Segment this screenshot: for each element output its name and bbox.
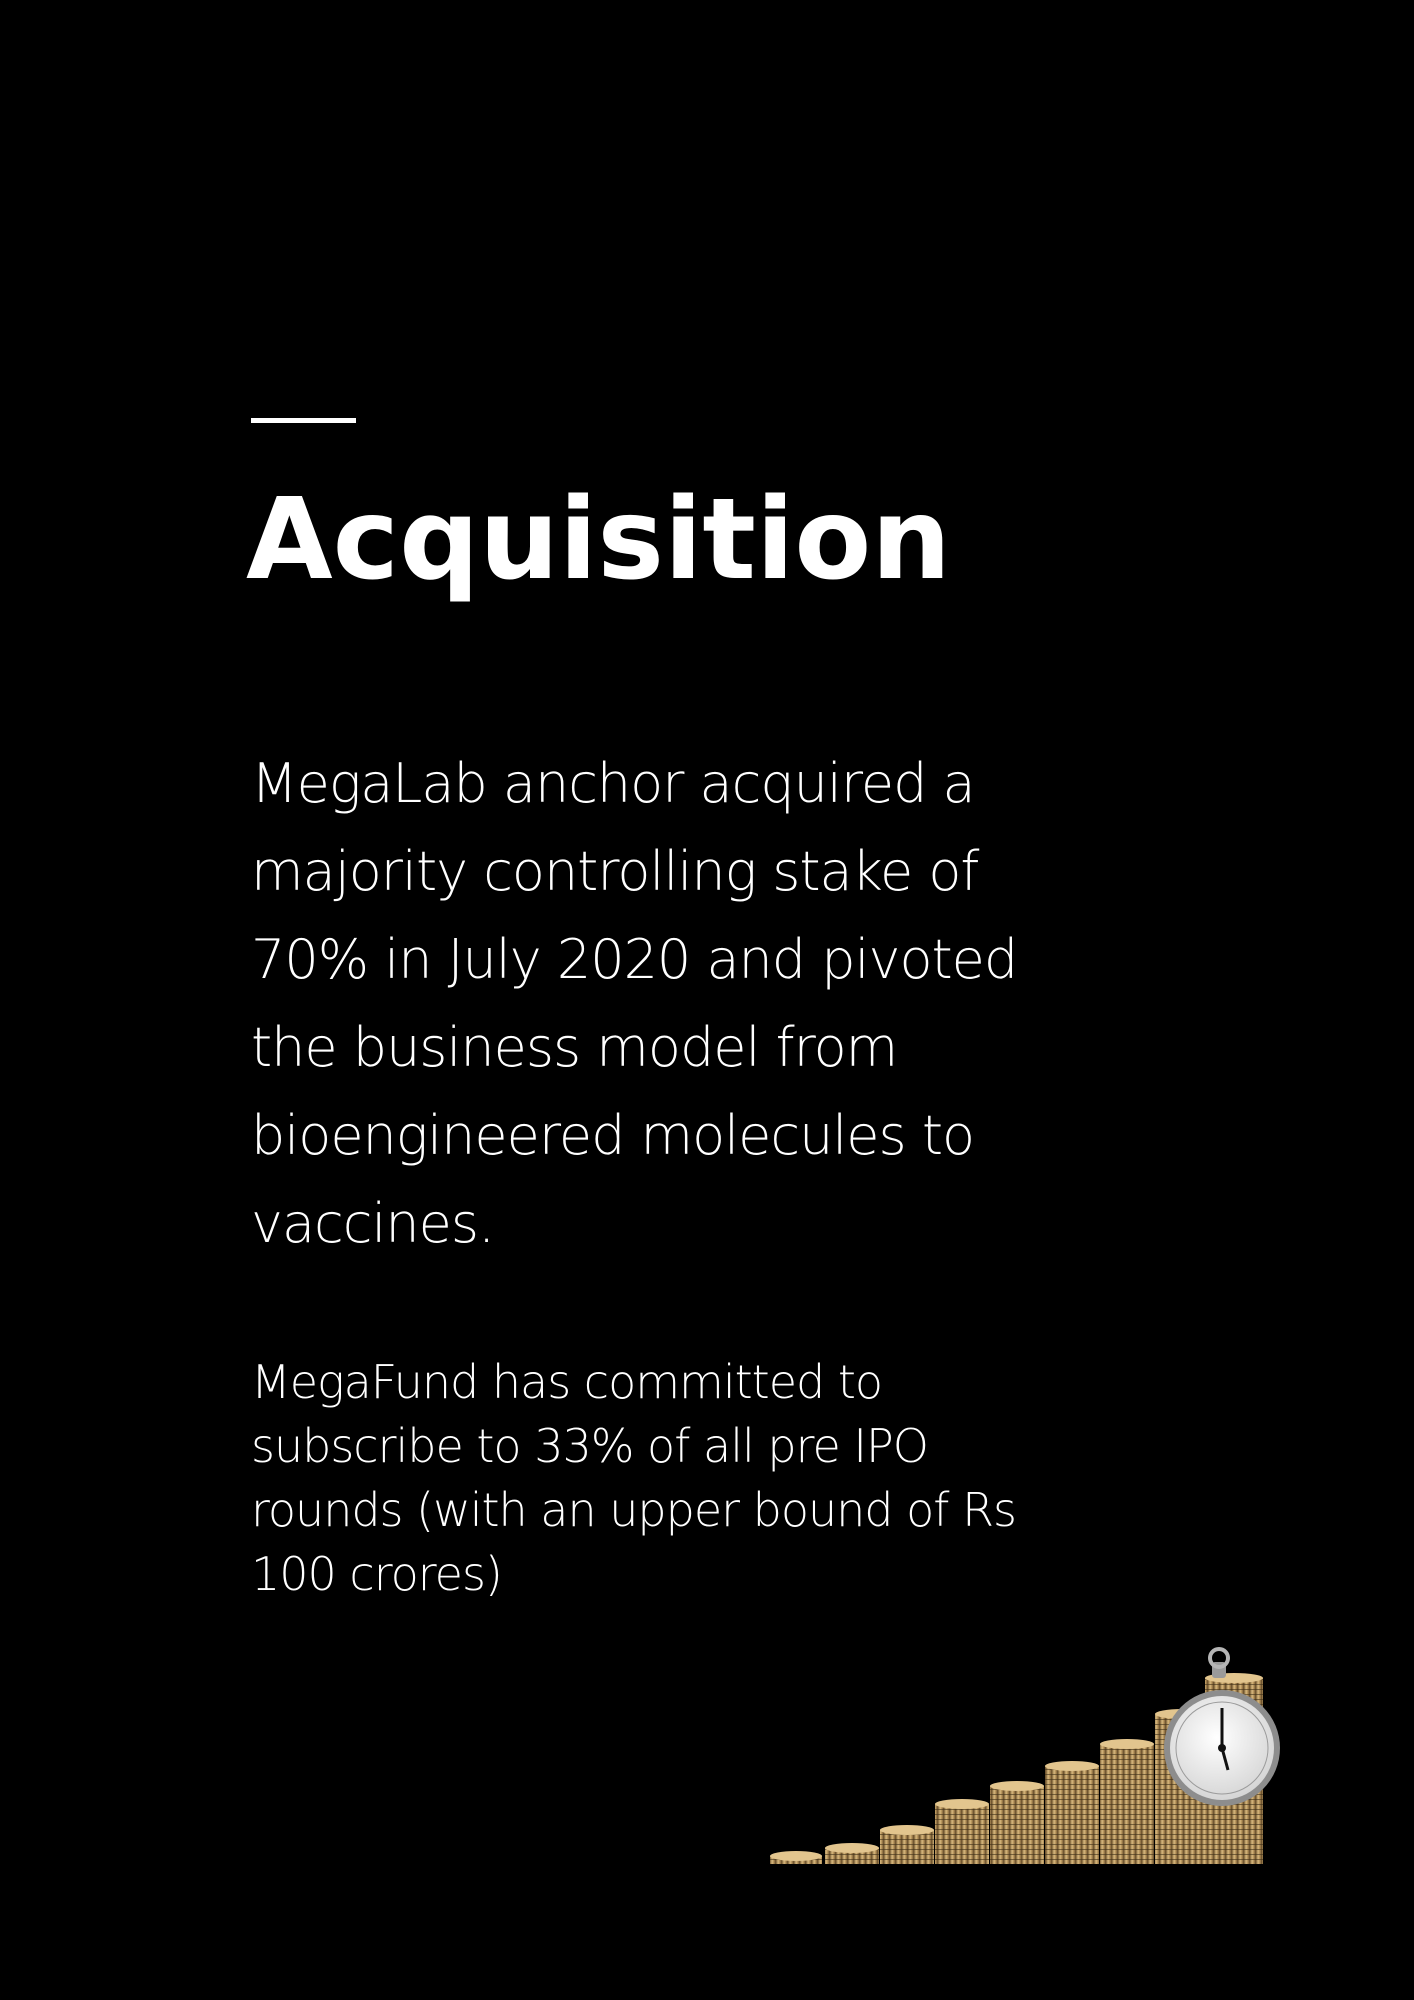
coin-stacks-stopwatch-icon [770,1620,1290,1870]
note-paragraph: MegaFund has committed to subscribe to 33% of all pre IPO rounds (with an upper bound of Rs 100 crores) [251,1355,1017,1601]
body-paragraph: MegaLab anchor acquired a majority controlling stake of 70% in July 2020 and pivoted the business model from bioengineered molecules to vaccines. [251,752,1018,1255]
page-title: Acquisition [246,475,952,605]
stopwatch-icon [1164,1649,1280,1806]
title-accent-rule [251,418,356,423]
